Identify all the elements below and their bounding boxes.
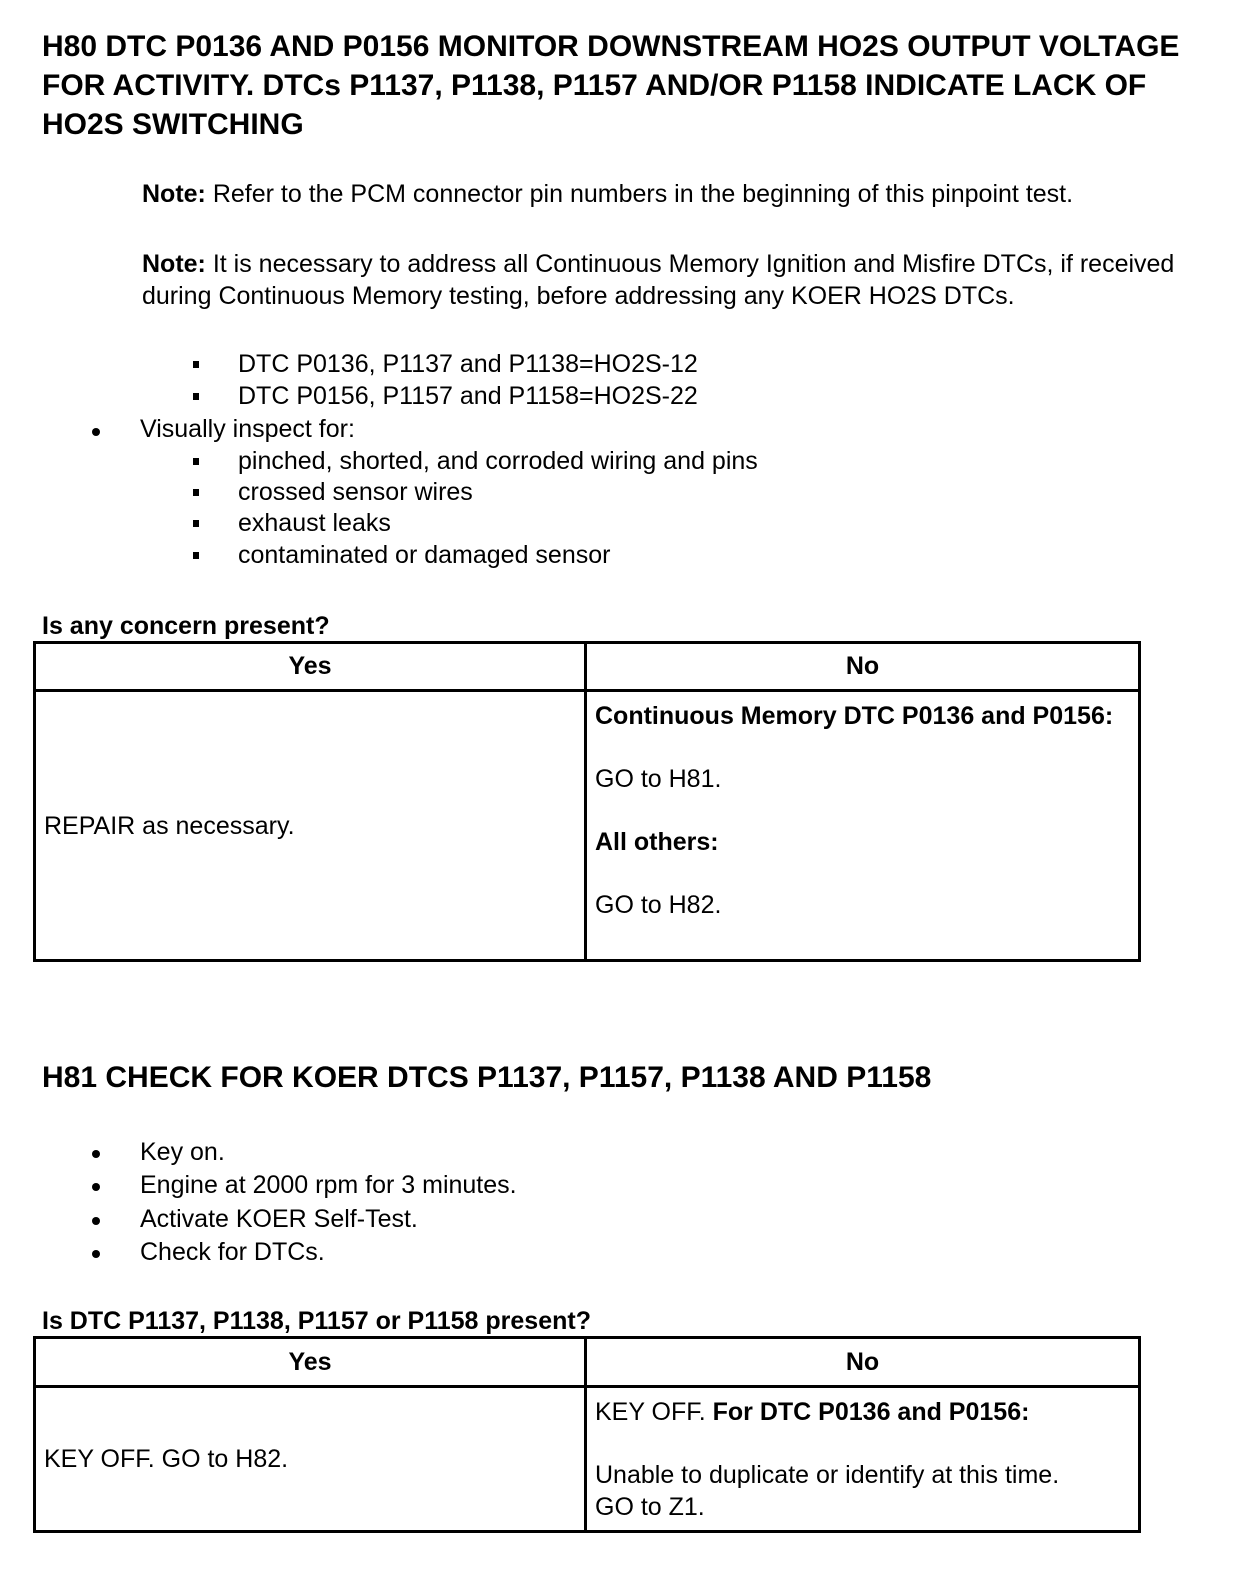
dtc-map-item: DTC P0156, P1157 and P1158=HO2S-22 bbox=[238, 382, 698, 410]
yes-action: KEY OFF. GO to H82. bbox=[44, 1445, 289, 1473]
bullet-icon bbox=[92, 1150, 100, 1158]
yes-header: Yes bbox=[35, 1338, 586, 1387]
no-condition bbox=[595, 1396, 1130, 1428]
question-h80: Is any concern present? bbox=[42, 612, 330, 640]
yes-action: REPAIR as necessary. bbox=[44, 811, 295, 840]
question-h81: Is DTC P1137, P1138, P1157 or P1158 present? bbox=[42, 1307, 591, 1335]
no-cell bbox=[586, 691, 1140, 961]
no-action: GO to H82. bbox=[595, 891, 722, 919]
dtc-map-item: DTC P0136, P1137 and P1138=HO2S-12 bbox=[238, 350, 698, 378]
bullet-icon bbox=[92, 1183, 100, 1191]
note-text: It is necessary to address all Continuous Memory Ignition and Misfire DTCs, if received during Continuous Memory testing, before addressing any KOER HO2S DTCs. bbox=[142, 250, 1175, 310]
yes-header: Yes bbox=[35, 643, 586, 691]
no-cell bbox=[586, 1387, 1140, 1532]
note-label: Note: bbox=[142, 180, 206, 208]
no-header: No bbox=[586, 1338, 1140, 1387]
note-continuous-memory bbox=[142, 248, 1242, 312]
bullet-icon bbox=[92, 1217, 100, 1225]
square-bullet-icon bbox=[193, 393, 199, 400]
decision-table-h81 bbox=[33, 1336, 1141, 1533]
no-condition-label: Continuous Memory DTC P0136 and P0156: bbox=[595, 702, 1114, 730]
inspect-item: crossed sensor wires bbox=[238, 478, 473, 506]
square-bullet-icon bbox=[193, 361, 199, 368]
square-bullet-icon bbox=[193, 552, 199, 559]
no-condition-label: For DTC P0136 and P0156: bbox=[712, 1398, 1030, 1426]
yes-cell bbox=[35, 1387, 586, 1532]
inspect-item: exhaust leaks bbox=[238, 509, 391, 537]
section-h80-title: H80 DTC P0136 AND P0156 MONITOR DOWNSTREAM HO2S OUTPUT VOLTAGE FOR ACTIVITY. DTCs P1137, P1138, P1157 AND/OR P1158 INDICATE LACK OF HO2S SWITCHING bbox=[42, 30, 1180, 141]
no-action: GO to Z1. bbox=[595, 1493, 705, 1521]
no-action: GO to H81. bbox=[595, 765, 722, 793]
no-condition-label: All others: bbox=[595, 828, 719, 856]
note-label: Note: bbox=[142, 250, 206, 278]
no-action: Unable to duplicate or identify at this time. bbox=[595, 1461, 1060, 1489]
square-bullet-icon bbox=[193, 458, 199, 465]
square-bullet-icon bbox=[193, 520, 199, 527]
step-item: Check for DTCs. bbox=[140, 1238, 325, 1266]
step-item: Key on. bbox=[140, 1138, 225, 1166]
step-visually-inspect: Visually inspect for: bbox=[140, 415, 355, 443]
bullet-icon bbox=[92, 1250, 100, 1258]
step-item: Activate KOER Self-Test. bbox=[140, 1205, 418, 1233]
decision-table-h80 bbox=[33, 641, 1141, 962]
no-prefix: KEY OFF. bbox=[595, 1398, 713, 1426]
no-header: No bbox=[586, 643, 1140, 691]
inspect-item: pinched, shorted, and corroded wiring and pins bbox=[238, 447, 758, 475]
square-bullet-icon bbox=[193, 489, 199, 496]
note-text: Refer to the PCM connector pin numbers in the beginning of this pinpoint test. bbox=[205, 180, 1074, 208]
yes-cell bbox=[35, 691, 586, 961]
inspect-item: contaminated or damaged sensor bbox=[238, 541, 611, 569]
bullet-icon bbox=[92, 428, 100, 436]
step-item: Engine at 2000 rpm for 3 minutes. bbox=[140, 1171, 517, 1199]
section-h81-title: H81 CHECK FOR KOER DTCS P1137, P1157, P1138 AND P1158 bbox=[42, 1061, 932, 1094]
note-pcm-pins bbox=[142, 178, 1242, 210]
